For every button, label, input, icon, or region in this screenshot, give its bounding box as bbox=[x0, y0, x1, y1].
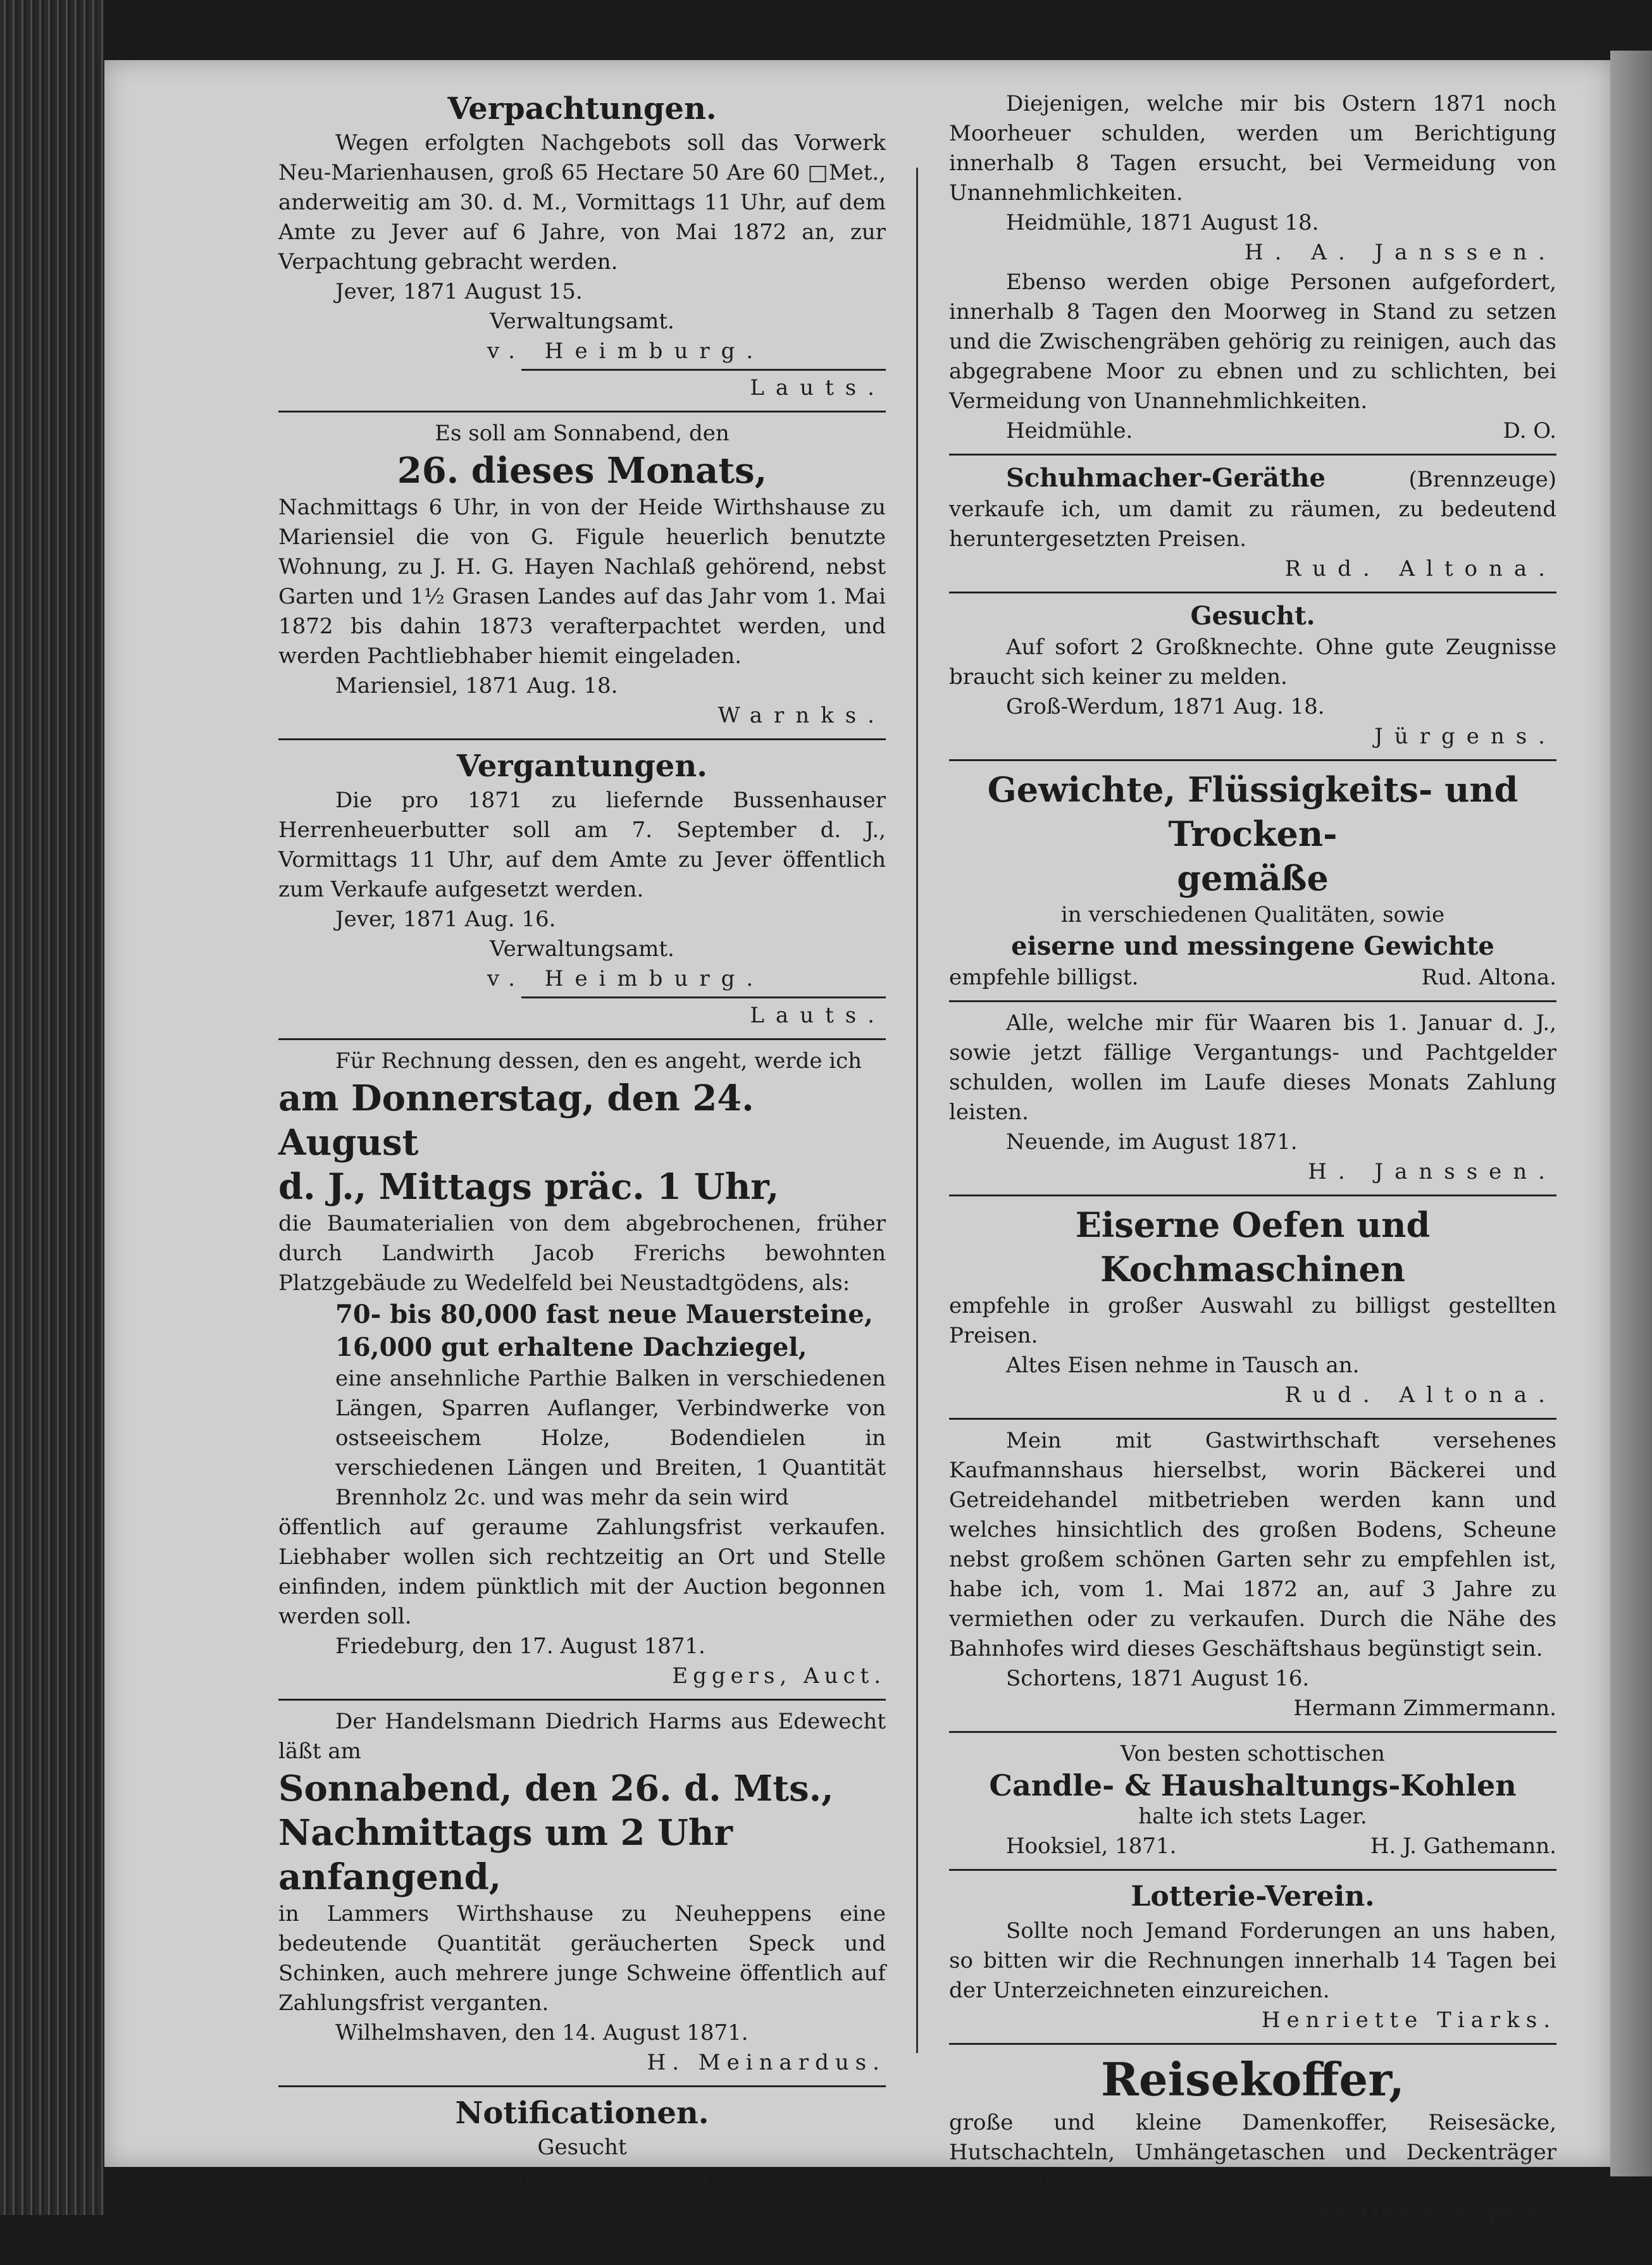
ad-text: große und kleine Damenkoffer, Reisesäcke, Hutschachteln, Umhängetaschen und Deckenträger empfiehlt bbox=[949, 2110, 1556, 2195]
short-rule bbox=[521, 996, 886, 998]
ad-separator bbox=[949, 1195, 1556, 1196]
ad-intro: Der Handelsmann Diedrich Harms aus Edewecht läßt am bbox=[278, 1709, 886, 1764]
ad-verpachtungen bbox=[278, 85, 886, 408]
ad-title: Gesucht. bbox=[1190, 601, 1315, 631]
ad-lotterie bbox=[949, 1873, 1556, 2040]
ad-text: halte ich stets Lager. bbox=[1138, 1804, 1367, 1829]
ad-text: die Baumaterialien von dem abgebrochenen, früher durch Landwirth Jacob Frerichs bewohnten Platzgebäude zu Wedelfeld bei Neustadtgödens, als: bbox=[278, 1211, 886, 1296]
ad-signer: v. Heimburg. bbox=[487, 966, 765, 991]
section-heading: Vergantungen. bbox=[457, 748, 707, 784]
ad-place-date: Jever. bbox=[974, 2201, 1036, 2226]
ad-signer: Henriette Tiarks. bbox=[1261, 2007, 1556, 2033]
ad-title: Lotterie-Verein. bbox=[1131, 1880, 1375, 1913]
ad-separator bbox=[949, 454, 1556, 456]
ad-signer: H. Meinardus. bbox=[647, 2050, 886, 2075]
book-binding-edge bbox=[0, 0, 104, 2215]
ad-text: Alle, welche mir für Waaren bis 1. Januar d. J., sowie jetzt fällige Vergantungs- und Pachtgelder schulden, wollen im Laufe dieses Monats Zahlung leisten. bbox=[949, 1010, 1556, 1125]
ad-office: Verwaltungsamt. bbox=[490, 309, 674, 334]
ad-signer: Sattler F. Popken bbox=[1312, 2199, 1556, 2228]
ad-title: gemäße bbox=[1177, 858, 1329, 898]
ad-text: Auf den 1. November ein erster Müllerknecht. bbox=[335, 2164, 842, 2190]
ad-wohnung bbox=[278, 415, 886, 736]
column-divider bbox=[916, 168, 918, 2053]
ad-notificationen bbox=[278, 2090, 886, 2227]
ad-kohlen bbox=[949, 1735, 1556, 1866]
ad-place-date: Groß-Werdum, 1871 Aug. 18. bbox=[1006, 694, 1325, 719]
ad-text: Die pro 1871 zu liefernde Bussenhauser Herrenheuerbutter soll am 7. September d. J., Vormittags 11 Uhr, auf dem Amte zu Jever öffentlich zum Verkaufe aufgesetzt werden. bbox=[278, 788, 886, 902]
ad-separator bbox=[949, 1731, 1556, 1733]
ad-separator bbox=[278, 1038, 886, 1040]
ad-text: Nachmittags 6 Uhr, in von der Heide Wirthshause zu Mariensiel die von G. Figule heuerlich benutzte Wohnung, zu J. H. G. Hayen Nachlaß gehörend, nebst Garten und 1½ Grasen Landes auf das Jahr vom 1. Mai 1872 bis dahin 1873 verafterpachtet werden, und werden Pachtliebhaber hiemit eingeladen. bbox=[278, 495, 886, 669]
ad-text: in verschiedenen Qualitäten, sowie bbox=[1060, 902, 1445, 928]
ad-text: empfehle billigst. bbox=[949, 965, 1139, 990]
ad-separator bbox=[949, 2043, 1556, 2045]
ad-signer: H. Janssen. bbox=[1308, 1159, 1556, 1184]
ad-reisekoffer bbox=[949, 2047, 1556, 2265]
ad-signer: H. A. Janssen. bbox=[1245, 240, 1556, 265]
ad-signer: Alverichs. bbox=[663, 2194, 886, 2219]
ad-text: Sollte noch Jemand Forderungen an uns haben, so bitten wir die Rechnungen innerhalb 14 Tagen bei der Unterzeichneten einzureichen. bbox=[949, 1918, 1556, 2003]
ad-signer: v. Heimburg. bbox=[487, 338, 765, 364]
ad-signer: Eggers, Auct. bbox=[672, 1663, 886, 1689]
ad-kaufmannshaus bbox=[949, 1422, 1556, 1728]
ad-place-date: Hooksiel, 1871. bbox=[1006, 1834, 1177, 1859]
ad-title: Gewichte, Flüssigkeits- und Trocken- bbox=[987, 769, 1518, 854]
ad-text: Mein mit Gastwirthschaft versehenes Kaufmannshaus hierselbst, worin Bäckerei und Getreidehandel mitbetrieben werden kann und welches hinsichtlich des großen Bodens, Scheune nebst großem schönen Garten sehr zu empfehlen ist, habe ich, vom 1. Mai 1872 an, auf 3 Jahre zu vermiethen oder zu verkaufen. Durch die Nähe des Bahnhofes wird dieses Geschäftshaus begünstigt sein. bbox=[949, 1428, 1556, 1661]
ad-vergantungen bbox=[278, 743, 886, 1036]
ad-oefen bbox=[949, 1199, 1556, 1415]
ad-signer: Rud. Altona. bbox=[1284, 1382, 1556, 1408]
ad-title: Reisekoffer, bbox=[1101, 2052, 1405, 2106]
section-heading: Verpachtungen. bbox=[447, 91, 717, 127]
ad-date-heading: am Donnerstag, den 24. August bbox=[278, 1077, 754, 1164]
ad-text: Ebenso werden obige Personen aufgefordert, innerhalb 8 Tagen den Moorweg in Stand zu setzen und die Zwischengräben gehörig zu reinigen, auch das abgegrabene Moor zu ebnen und zu schlichten, bei Vermeidung von Unannehmlichkeiten. bbox=[949, 270, 1556, 414]
next-page-edge bbox=[1610, 51, 1652, 2176]
ad-footer-row bbox=[949, 2197, 1556, 2230]
left-column bbox=[278, 85, 886, 2219]
ad-separator bbox=[949, 1869, 1556, 1871]
ad-gesucht bbox=[949, 596, 1556, 757]
ad-text: Wegen erfolgten Nachgebots soll das Vorwerk Neu-Marienhausen, groß 65 Hectare 50 Are 60 □Met., anderweitig am 30. d. M., Vormittags 11 Uhr, auf dem Amte zu Jever auf 6 Jahre, von Mai 1872 an, zur Verpachtung gebracht werden. bbox=[278, 130, 886, 275]
ad-place-date: Jever, 1871 Aug. 16. bbox=[335, 907, 556, 932]
ad-zahlung bbox=[949, 1005, 1556, 1192]
ad-separator bbox=[949, 1000, 1556, 1002]
ad-footer-row bbox=[949, 416, 1556, 446]
ad-place-date: Mariensiel, 1871 Aug. 18. bbox=[335, 673, 618, 698]
ad-bold-item: eiserne und messingene Gewichte bbox=[1011, 931, 1494, 961]
ad-signer: Warnks. bbox=[717, 703, 886, 728]
ad-moorheuer bbox=[949, 85, 1556, 451]
ad-bold-item: 16,000 gut erhaltene Dachziegel, bbox=[335, 1332, 807, 1362]
ad-date-heading: Nachmittags um 2 Uhr anfangend, bbox=[278, 1812, 733, 1898]
ad-text: eine ansehnliche Parthie Balken in verschiedenen Längen, Sparren Auflanger, Verbindwerke von ostseeischem Holze, Bodendielen in verschiedenen Längen und Breiten, 1 Quantität Brennholz 2c. und was mehr da sein wird bbox=[335, 1366, 886, 1510]
ad-footer-row bbox=[949, 963, 1556, 993]
ad-intro: Von besten schottischen bbox=[1121, 1741, 1385, 1766]
ad-title: Schuhmacher-Geräthe bbox=[1006, 463, 1326, 493]
ad-signer: Hermann Zimmermann. bbox=[1293, 1696, 1556, 1721]
ad-signer: Lauts. bbox=[750, 375, 886, 400]
ad-footer-row bbox=[949, 1832, 1556, 1861]
short-rule bbox=[521, 369, 886, 371]
ad-text: empfehle in großer Auswahl zu billigst gestellten Preisen. bbox=[949, 1293, 1556, 1348]
ad-text: Altes Eisen nehme in Tausch an. bbox=[1006, 1353, 1360, 1378]
ad-speck bbox=[278, 1703, 886, 2083]
ad-place-date: Heidmühle, 1871 August 18. bbox=[1006, 210, 1319, 235]
ad-date-heading: Sonnabend, den 26. d. Mts., bbox=[278, 1768, 834, 1809]
ad-signer: D. O. bbox=[1503, 418, 1556, 444]
ad-office: Verwaltungsamt. bbox=[490, 936, 674, 962]
ad-separator bbox=[949, 1418, 1556, 1420]
ad-gewichte bbox=[949, 764, 1556, 998]
ad-separator bbox=[278, 411, 886, 413]
ad-text: Auf sofort 2 Großknechte. Ohne gute Zeugnisse braucht sich keiner zu melden. bbox=[949, 635, 1556, 690]
ad-place-date: Jever, 1871 August 15. bbox=[335, 279, 583, 304]
ad-schuhmacher bbox=[949, 458, 1556, 589]
ad-place-date: Wilhelmshaven, den 14. August 1871. bbox=[335, 2020, 748, 2045]
ad-signer: Jürgens. bbox=[1374, 724, 1556, 749]
ad-intro: Für Rechnung dessen, den es angeht, werde ich bbox=[335, 1048, 862, 1074]
ad-baumaterialien bbox=[278, 1043, 886, 1696]
ad-place-date: Schortens, 1871 August 16. bbox=[1006, 1666, 1310, 1691]
ad-text: Diejenigen, welche mir bis Ostern 1871 noch Moorheuer schulden, werden um Berichtigung innerhalb 8 Tagen ersucht, bei Vermeidung von Unannehmlichkeiten. bbox=[949, 91, 1556, 206]
ad-subheading: Gesucht bbox=[537, 2135, 627, 2160]
ad-date-heading: d. J., Mittags präc. 1 Uhr, bbox=[278, 1166, 779, 1208]
ad-bold-item: 70- bis 80,000 fast neue Mauersteine, bbox=[335, 1300, 873, 1329]
right-column bbox=[949, 85, 1556, 2257]
ad-place-date: Neuende, im August 1871. bbox=[1006, 1129, 1298, 1155]
ad-title: Eiserne Oefen und Kochmaschinen bbox=[1075, 1205, 1431, 1289]
ad-signer: Rud. Altona. bbox=[1421, 965, 1556, 990]
ad-text: in Lammers Wirthshause zu Neuheppens eine bedeutende Quantität geräucherten Speck und Schinken, auch mehrere junge Schweine öffentlich auf Zahlungsfrist verganten. bbox=[278, 1901, 886, 2016]
ad-place-date: Heidmühle. bbox=[1006, 418, 1133, 444]
ad-title: Candle- & Haushaltungs-Kohlen bbox=[989, 1768, 1517, 1803]
ad-separator bbox=[278, 738, 886, 740]
ad-separator bbox=[949, 592, 1556, 593]
ad-separator bbox=[278, 1699, 886, 1701]
section-heading: Notificationen. bbox=[455, 2095, 709, 2131]
ad-signer: neben dem schwarzen Adler. bbox=[1242, 2232, 1556, 2257]
ad-separator bbox=[278, 2085, 886, 2087]
ad-signer: Rud. Altona. bbox=[1284, 556, 1556, 581]
ad-text: (Brennzeuge) verkaufe ich, um damit zu räumen, zu bedeutend heruntergesetzten Preisen. bbox=[949, 467, 1556, 552]
ad-separator bbox=[949, 759, 1556, 761]
ad-place-date: Friedeburg, den 17. August 1871. bbox=[335, 1634, 705, 1659]
ad-text: öffentlich auf geraume Zahlungsfrist verkaufen. Liebhaber wollen sich rechtzeitig an Ort und Stelle einfinden, indem pünktlich mit der Auction begonnen werden soll. bbox=[278, 1515, 886, 1629]
ad-signer: H. J. Gathemann. bbox=[1370, 1834, 1556, 1859]
ad-date-heading: 26. dieses Monats, bbox=[397, 450, 767, 492]
ad-signer: Lauts. bbox=[750, 1003, 886, 1028]
ad-intro: Es soll am Sonnabend, den bbox=[435, 421, 730, 446]
